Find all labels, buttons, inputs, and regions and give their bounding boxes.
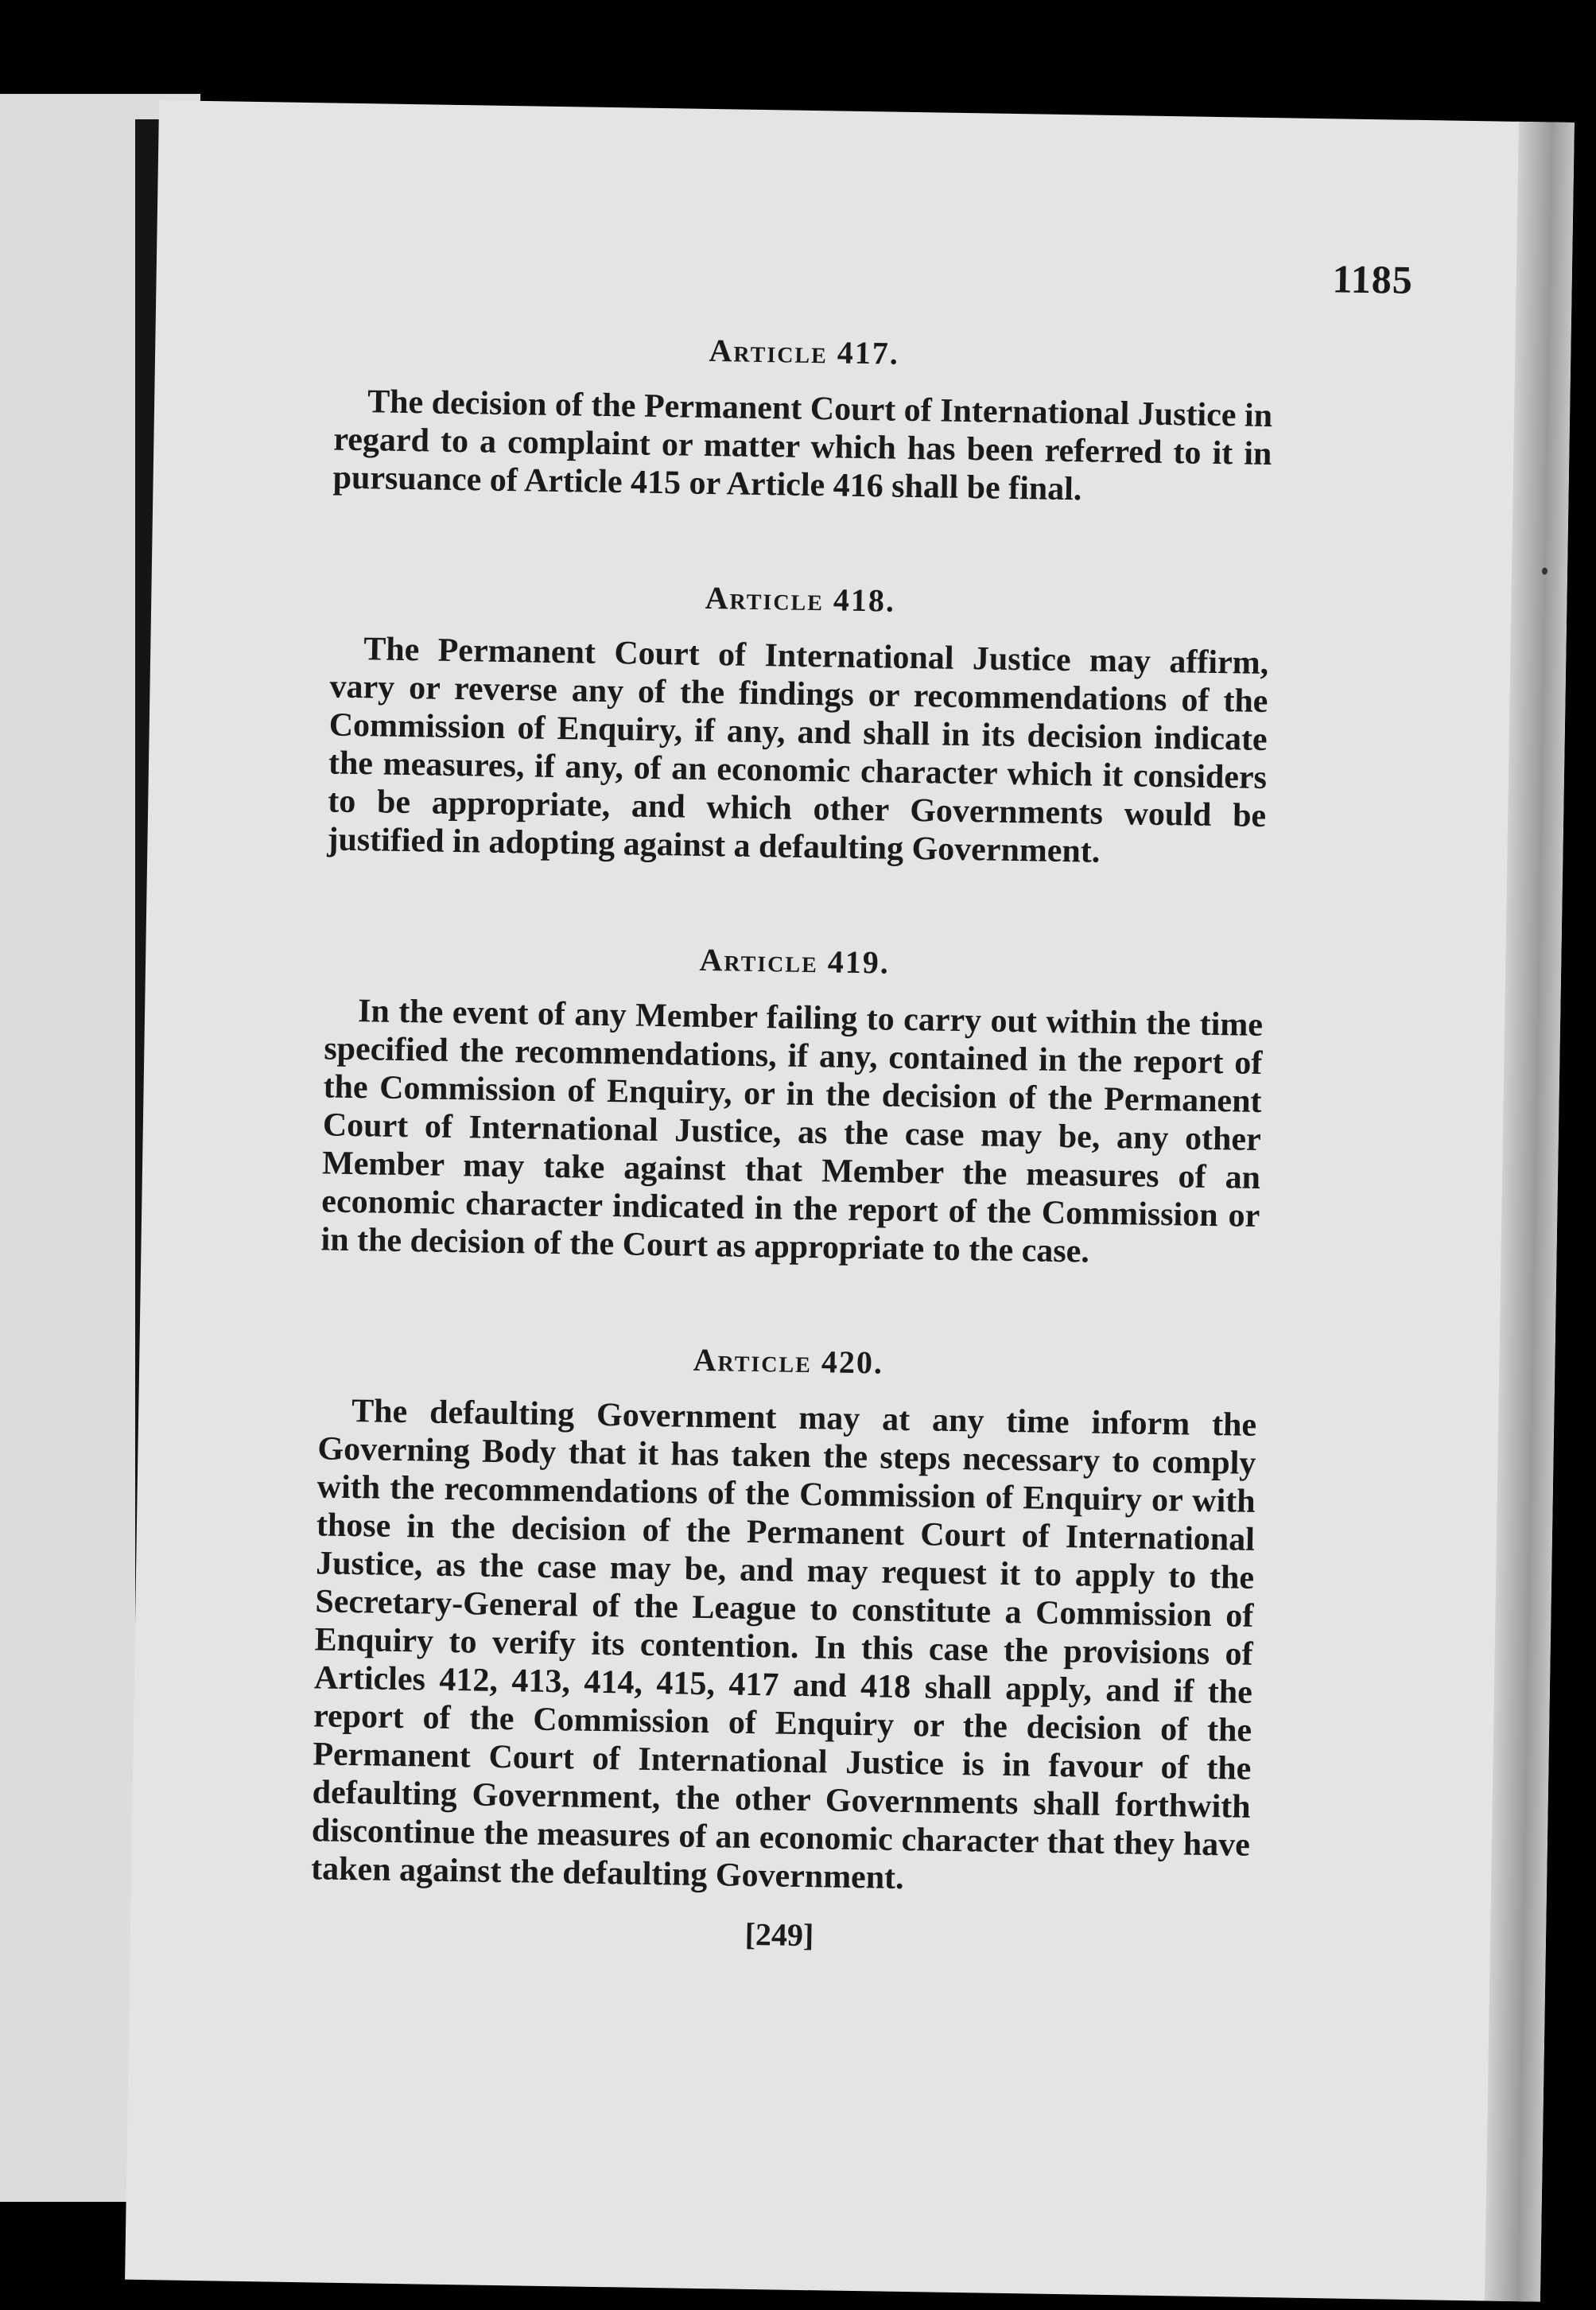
page-body bbox=[310, 326, 1274, 1961]
page-number: 1185 bbox=[1332, 256, 1414, 302]
article-heading: Article 417. bbox=[709, 332, 900, 371]
book-page bbox=[125, 100, 1575, 2302]
article-text: The Permanent Court of International Justice may affirm, vary or reverse any of the findings or recommendations of the Commission of Enquiry, if any, and shall in its decision indicate the measures, if any, of an economic character which it considers to be appropriate, and which other Governments would be justified in adopting against a defaulting Government. bbox=[327, 631, 1269, 870]
article-419 bbox=[320, 935, 1264, 1273]
article-heading: Article 419. bbox=[699, 941, 891, 981]
article-text: The decision of the Permanent Court of International Justice in regard to a complaint or matter which has been referred to it in pursuance of Article 415 or Article 416 shall be final. bbox=[332, 383, 1273, 508]
folio-number: [249] bbox=[744, 1915, 814, 1954]
page-edge-shadow bbox=[1485, 122, 1575, 2302]
article-418 bbox=[327, 573, 1269, 873]
article-417 bbox=[332, 326, 1273, 512]
article-420 bbox=[311, 1335, 1258, 1902]
article-heading: Article 418. bbox=[705, 579, 896, 619]
article-text: The defaulting Government may at any time inform the Governing Body that it has taken the steps necessary to comply with the recommendations of the Commission of Enquiry or with those in the decision of the Permanent Court of International Justice, as the case may be, and may request it to apply to the Secretary-General of the League to constitute a Commission of Enquiry to verify its contention. In this case the provisions of Articles 412, 413, 414, 415, 417 and 418 shall apply, and if the report of the Commission of Enquiry or the decision of the Permanent Court of International Justice is in favour of the defaulting Government, the other Governments shall forthwith discontinue the measures of an economic character that they have taken against the defaulting Government. bbox=[310, 1393, 1257, 1897]
article-heading: Article 420. bbox=[693, 1341, 884, 1381]
article-text: In the event of any Member failing to carry out within the time specified the recommendations, if any, contained in the report of the Commission of Enquiry, or in the decision of the Permanent Court of International Justice, as the case may be, any other Member may take against that Member the measures of an economic character indicated in the report of the Commission or in the decision of the Court as appropriate to the case. bbox=[320, 993, 1264, 1270]
